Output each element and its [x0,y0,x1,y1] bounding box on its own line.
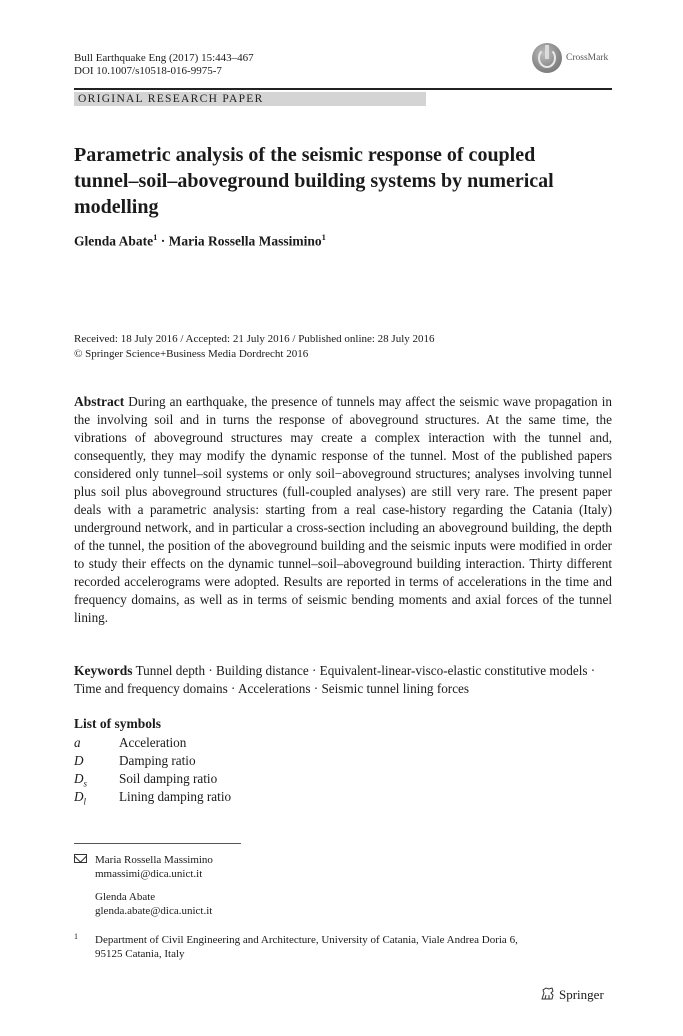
header-rule [74,88,612,90]
symbol-meaning: Soil damping ratio [119,771,218,786]
crossmark-icon [532,43,562,73]
symbol: a [74,735,81,750]
abstract-label: Abstract [74,394,125,409]
symbol-meaning: Damping ratio [119,753,196,768]
author-separator: · [157,233,169,249]
corresponding-author-name: Maria Rossella Massimino [95,854,213,866]
symbol-meaning: Acceleration [119,735,187,750]
author-name: Glenda Abate [74,233,154,249]
article-type-banner [74,92,426,106]
keywords-label: Keywords [74,663,133,678]
doi: DOI 10.1007/s10518-016-9975-7 [74,65,222,77]
symbol-row [74,734,186,752]
author-list [74,232,326,250]
publisher-name: Springer [559,987,604,1002]
author-email[interactable]: glenda.abate@dica.unict.it [95,905,213,917]
springer-horse-icon [540,987,556,1001]
mail-icon [74,854,87,863]
abstract-text: During an earthquake, the presence of tunnels may affect the seismic wave propagation in the involving soil and in turns the response of aboveground structures. At the same time, the vibrations of aboveground structures may create a complex interaction with the tunnel and, consequently, they may modify the dynamic response of the tunnel. Most of the published papers considered only tunnel–soil systems or only soil−aboveground structures; analyses involving tunnel plus soil plus aboveground structures (full-coupled analyses) are still very rare. The present paper deals with a parametric analysis: starting from a real case-history regarding the Catania (Italy) underground network, and in particular a cross-section including an aboveground building, the depth of the tunnel, the position of the aboveground building and the seismic inputs were modified in order to study their effects on the dynamic tunnel–soil–aboveground building interaction. Thirty different recorded accelerograms were adopted. Results are reported in terms of accelerations in the time and frequency domains, as well as in terms of seismic bending moments and axial forces of the tunnel lining. [74,394,612,625]
symbol-subscript: l [83,796,87,807]
affiliation-line: 95125 Catania, Italy [95,948,185,960]
symbols-heading: List of symbols [74,716,162,731]
footnote-rule [74,843,241,844]
crossmark-badge[interactable] [532,43,612,75]
affiliation-mark: 1 [74,932,78,941]
corresponding-author-email[interactable]: mmassimi@dica.unict.it [95,868,203,880]
affiliation-line: Department of Civil Engineering and Architecture, University of Catania, Viale Andrea Doria 6, [95,934,518,946]
article-type-label: ORIGINAL RESEARCH PAPER [78,93,264,105]
author-name: Glenda Abate [95,891,156,903]
journal-reference: Bull Earthquake Eng (2017) 15:443–467 [74,52,254,64]
symbol-meaning: Lining damping ratio [119,789,232,804]
paper-title: Parametric analysis of the seismic response of coupled tunnel–soil–aboveground building systems by numerical modelling [74,144,554,218]
publication-dates [74,332,435,362]
history-dates: Received: 18 July 2016 / Accepted: 21 July 2016 / Published online: 28 July 2016 [74,333,435,345]
abstract [74,393,612,627]
symbol: $D_l$ [74,789,87,807]
copyright-line: © Springer Science+Business Media Dordrecht 2016 [74,348,309,360]
symbol-row [74,788,231,811]
affiliation-mark: 1 [321,232,326,242]
symbol-subscript: s [83,778,88,789]
symbol: D [74,753,84,768]
keywords [74,662,612,698]
symbol-row [74,752,196,770]
publisher-logo [540,987,604,1003]
symbol: $D_s$ [74,771,88,789]
author-name: Maria Rossella Massimino [168,233,322,249]
affiliation-mark: 1 [153,232,158,242]
crossmark-label: CrossMark [566,53,609,63]
keywords-text: Tunnel depth · Building distance · Equivalent-linear-visco-elastic constitutive models · Time and frequency domains · Accelerations · Seismic tunnel lining forces [74,663,596,696]
